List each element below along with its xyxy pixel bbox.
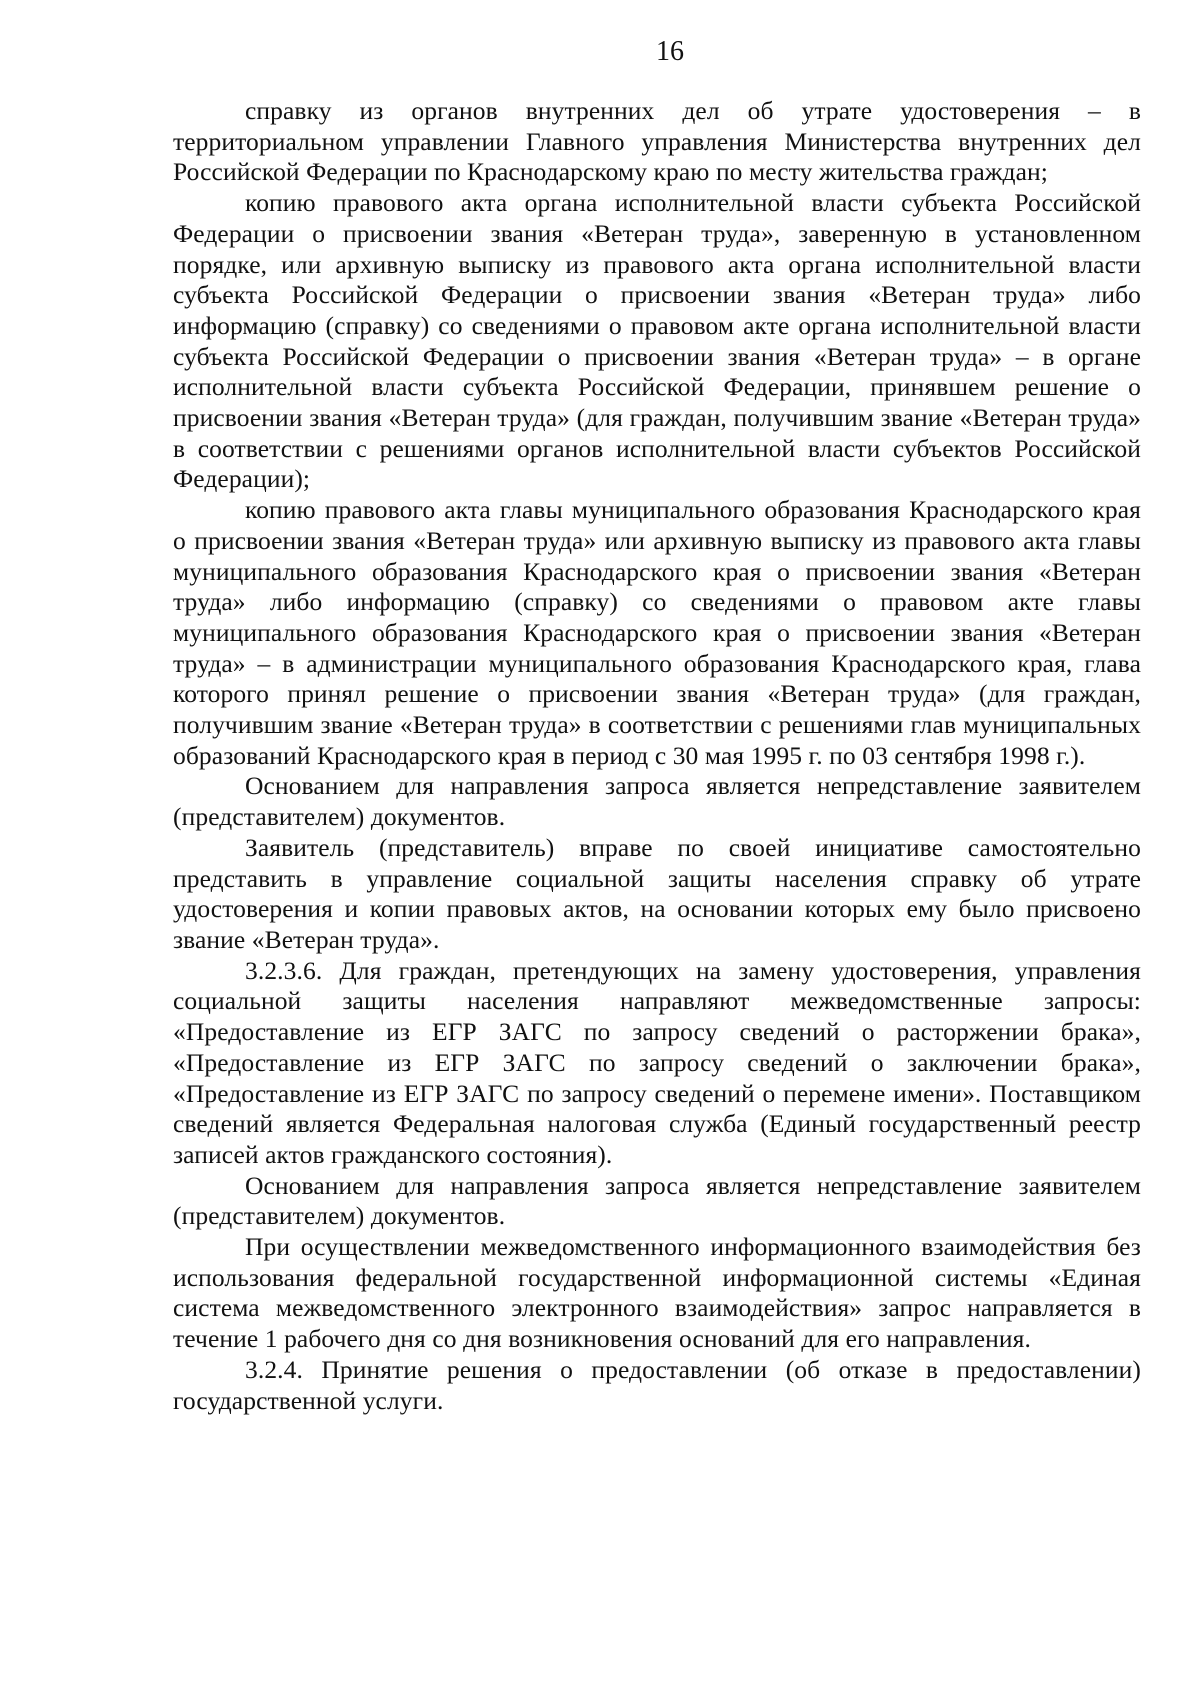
paragraph-3: копию правового акта главы муниципального образования Краснодарского края о присвоении звания «Ветеран труда» или архивную выписку из правового акта главы муниципального образования Краснодарского края о присвоении звания «Ветеран труда» либо информацию (справку) со сведениями о правовом акте главы муниципального образования Краснодарского края о присвоении звания «Ветеран труда» – в администрации муниципального образования Краснодарского края, глава которого принял решение о присвоении звания «Ветеран труда» (для граждан, получившим звание «Ветеран труда» в соответствии с решениями глав муниципальных образований Краснодарского края в период с 30 мая 1995 г. по 03 сентября 1998 г.). (173, 495, 1141, 770)
paragraph-1: справку из органов внутренних дел об утрате удостоверения – в территориальном управлении Главного управления Министерства внутренних дел Российской Федерации по Краснодарскому краю по месту жительства граждан; (173, 96, 1141, 187)
document-body (173, 96, 1141, 1416)
paragraph-2: копию правового акта органа исполнительной власти субъекта Российской Федерации о присвоении звания «Ветеран труда», заверенную в установленном порядке, или архивную выписку из правового акта органа исполнительной власти субъекта Российской Федерации о присвоении звания «Ветеран труда» либо информацию (справку) со сведениями о правовом акте органа исполнительной власти субъекта Российской Федерации о присвоении звания «Ветеран труда» – в органе исполнительной власти субъекта Российской Федерации, принявшем решение о присвоении звания «Ветеран труда» (для граждан, получившим звание «Ветеран труда» в соответствии с решениями органов исполнительной власти субъектов Российской Федерации); (173, 188, 1141, 494)
paragraph-5: Заявитель (представитель) вправе по своей инициативе самостоятельно представить в управление социальной защиты населения справку об утрате удостоверения и копии правовых актов, на основании которых ему было присвоено звание «Ветеран труда». (173, 832, 1141, 954)
paragraph-4: Основанием для направления запроса является непредставление заявителем (представителем) документов. (173, 771, 1141, 832)
paragraph-9: 3.2.4. Принятие решения о предоставлении (об отказе в предоставлении) государственной услуги. (173, 1354, 1141, 1415)
page-number: 16 (656, 36, 684, 67)
paragraph-6: 3.2.3.6. Для граждан, претендующих на замену удостоверения, управления социальной защиты населения направляют межведомственные запросы: «Предоставление из ЕГР ЗАГС по запросу сведений о расторжении брака», «Предоставление из ЕГР ЗАГС по запросу сведений о заключении брака», «Предоставление из ЕГР ЗАГС по запросу сведений о перемене имени». Поставщиком сведений является Федеральная налоговая служба (Единый государственный реестр записей актов гражданского состояния). (173, 955, 1141, 1169)
paragraph-8: При осуществлении межведомственного информационного взаимодействия без использования федеральной государственной информационной системы «Единая система межведомственного электронного взаимодействия» запрос направляется в течение 1 рабочего дня со дня возникновения оснований для его направления. (173, 1232, 1141, 1354)
paragraph-7: Основанием для направления запроса является непредставление заявителем (представителем) документов. (173, 1170, 1141, 1231)
